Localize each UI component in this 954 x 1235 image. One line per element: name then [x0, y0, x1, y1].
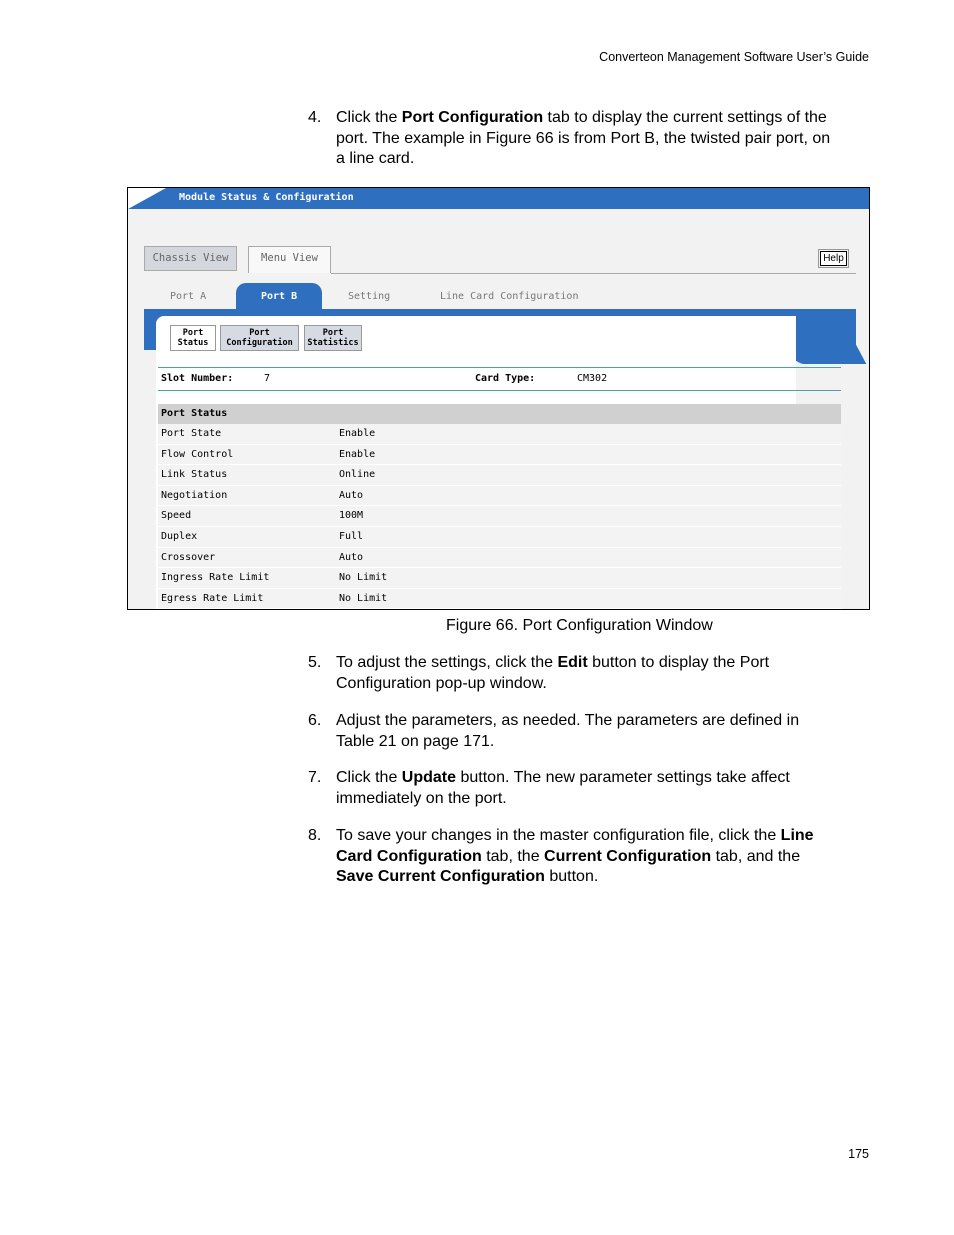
- row-value: Enable: [339, 448, 376, 460]
- figure-caption: Figure 66. Port Configuration Window: [446, 617, 713, 634]
- help-button[interactable]: Help: [820, 251, 847, 266]
- table-row: [158, 548, 841, 569]
- table-row: [158, 506, 841, 527]
- table-row: [158, 527, 841, 548]
- tab-port-b[interactable]: Port B: [261, 291, 298, 302]
- step-text: tab, and the: [711, 847, 801, 865]
- port-configuration-window: [127, 187, 870, 610]
- step-bold: Current Configuration: [544, 847, 712, 865]
- row-label: Crossover: [161, 551, 216, 563]
- window-body: [128, 209, 869, 609]
- row-label: Ingress Rate Limit: [161, 572, 270, 584]
- step-text: Click the: [336, 769, 402, 786]
- row-value: Auto: [339, 551, 364, 563]
- table-row: [158, 568, 841, 589]
- sub-tab-port-configuration[interactable]: [220, 325, 299, 351]
- card-type-label: Card Type:: [475, 373, 536, 384]
- step-text: button. The new parameter settings take affect: [456, 769, 790, 786]
- row-label: Egress Rate Limit: [161, 592, 264, 604]
- step-bold: Line: [780, 827, 814, 844]
- row-value: Online: [339, 469, 376, 481]
- step-5: [308, 653, 868, 694]
- row-label: Speed: [161, 510, 192, 522]
- window-titlebar: [128, 188, 869, 209]
- step-bold: Port Configuration: [401, 109, 544, 126]
- page-number: 175: [848, 1147, 869, 1161]
- row-label: Negotiation: [161, 489, 228, 501]
- step-bold: Update: [401, 769, 457, 786]
- step-number: 6.: [308, 712, 322, 729]
- sub-tab-label: Status: [177, 337, 209, 348]
- sub-tab-label: Port: [322, 328, 344, 338]
- step-bold: Card Configuration: [336, 847, 482, 865]
- step-text: tab, the: [481, 847, 545, 865]
- tab-line-card-configuration[interactable]: Line Card Configuration: [440, 291, 579, 302]
- step-number: 8.: [308, 827, 322, 844]
- step-text: Adjust the parameters, as needed. The parameters are defined in: [336, 712, 800, 729]
- tab-port-a[interactable]: Port A: [170, 291, 207, 302]
- table-row: [158, 486, 841, 507]
- sub-tab-label: Port: [182, 328, 204, 338]
- port-status-table: [158, 404, 841, 609]
- slot-number-label: Slot Number:: [161, 373, 234, 384]
- running-header: Converteon Management Software User’s Guide: [599, 50, 869, 64]
- table-row: [158, 445, 841, 466]
- step-7: [308, 768, 868, 809]
- step-text: To save your changes in the master configuration file, click the: [336, 827, 781, 844]
- step-8: [308, 826, 868, 888]
- row-value: Enable: [339, 428, 376, 439]
- step-text: a line card.: [336, 150, 415, 167]
- table-row: [158, 589, 841, 610]
- sub-tab-label: Statistics: [307, 337, 359, 348]
- step-number: 5.: [308, 654, 322, 671]
- step-text: button to display the Port: [587, 654, 770, 671]
- table-row: [158, 465, 841, 486]
- sub-tab-label: Port: [249, 328, 270, 338]
- step-text: To adjust the settings, click the: [336, 654, 558, 671]
- table-heading: Port Status: [158, 404, 841, 424]
- row-label: Duplex: [161, 530, 198, 542]
- step-4: [308, 108, 868, 170]
- step-text: port. The example in Figure 66 is from Port B, the twisted pair port, on: [336, 129, 831, 147]
- step-text: tab to display the current settings of the: [543, 109, 827, 126]
- row-label: Flow Control: [161, 448, 234, 460]
- chassis-view-tab[interactable]: Chassis View: [144, 246, 237, 271]
- step-text: Table 21 on page 171.: [336, 732, 495, 750]
- card-type-value: CM302: [577, 373, 608, 384]
- slot-number-value: 7: [264, 373, 271, 384]
- step-number: 7.: [308, 769, 322, 786]
- step-number: 4.: [308, 109, 322, 126]
- divider: [331, 273, 856, 274]
- row-value: No Limit: [339, 592, 388, 604]
- row-value: 100M: [339, 510, 364, 522]
- sub-tab-port-status[interactable]: [170, 325, 216, 351]
- menu-view-tab[interactable]: Menu View: [248, 246, 331, 273]
- window-title: Module Status & Configuration: [179, 192, 354, 203]
- row-label: Link Status: [161, 469, 228, 481]
- table-row: [158, 424, 841, 445]
- slot-info-row: [158, 367, 841, 391]
- tab-setting[interactable]: Setting: [348, 291, 391, 302]
- step-text: button.: [544, 868, 599, 885]
- step-text: immediately on the port.: [336, 789, 507, 807]
- step-text: Configuration pop-up window.: [336, 674, 547, 692]
- sub-tab-label: Configuration: [226, 337, 293, 348]
- step-bold: Save Current Configuration: [336, 868, 545, 885]
- sub-tab-port-statistics[interactable]: [304, 325, 362, 351]
- row-value: Auto: [339, 489, 364, 501]
- row-value: Full: [339, 530, 364, 542]
- step-text: Click the: [336, 109, 402, 126]
- step-bold: Edit: [557, 654, 588, 671]
- step-6: [308, 711, 868, 752]
- row-value: No Limit: [339, 572, 388, 584]
- row-label: Port State: [161, 428, 222, 439]
